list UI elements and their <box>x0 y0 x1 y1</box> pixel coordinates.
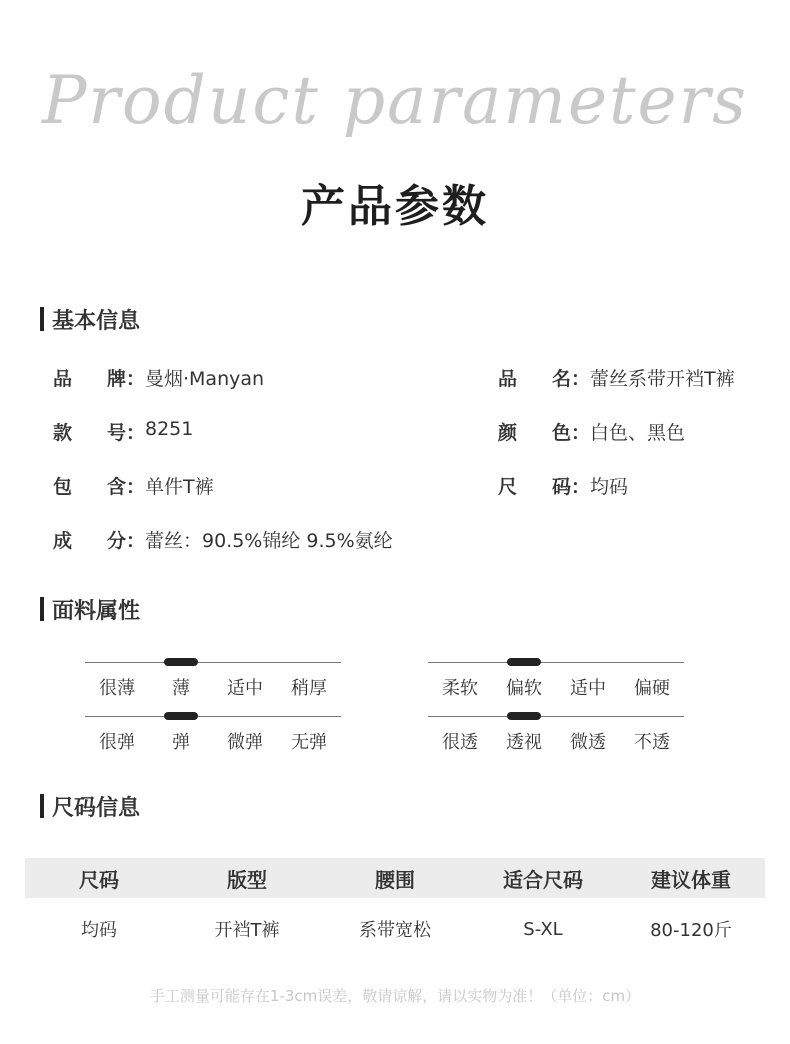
param-value: 单件T裤 <box>145 476 214 498</box>
param-label: 品 牌： <box>53 368 145 390</box>
section-heading-basic-info <box>40 306 140 332</box>
scale-option: 稍厚 <box>291 678 327 699</box>
param-value: 均码 <box>590 476 629 498</box>
param-value: 蕾丝系带开裆T裤 <box>590 368 735 390</box>
param-value: 白色、黑色 <box>590 422 686 444</box>
column-header: 版型 <box>227 867 267 892</box>
column-header: 适合尺码 <box>503 867 583 892</box>
table-header <box>25 858 765 898</box>
scale-option: 无弹 <box>291 732 327 753</box>
footer-note: 手工测量可能存在1-3cm误差，敬请谅解，请以实物为准！（单位：cm） <box>149 987 641 1005</box>
scale-line <box>85 716 341 717</box>
scale-line <box>428 662 684 663</box>
param-label: 颜 色： <box>498 422 590 444</box>
scale-option: 适中 <box>570 678 606 699</box>
table-cell: 均码 <box>81 920 117 941</box>
scale-option: 偏软 <box>506 678 542 699</box>
scale-marker <box>164 658 198 666</box>
param-label: 成 分： <box>53 530 145 552</box>
scale-option: 不透 <box>634 732 670 753</box>
scale-marker <box>164 712 198 720</box>
param-color <box>498 418 685 445</box>
section-heading-fabric <box>40 596 140 622</box>
scale-line <box>85 662 341 663</box>
column-header: 建议体重 <box>651 867 731 892</box>
param-label: 尺 码： <box>498 476 590 498</box>
scale-option: 薄 <box>172 678 190 699</box>
scale-option: 柔软 <box>442 678 478 699</box>
param-product-name <box>498 364 735 391</box>
param-label: 包 含： <box>53 476 145 498</box>
table-row <box>25 898 765 960</box>
scale-transparency <box>428 716 684 756</box>
param-composition <box>53 526 393 553</box>
scale-option: 很透 <box>442 732 478 753</box>
section-heading-text: 面料属性 <box>52 598 141 624</box>
param-value: 曼烟·Manyan <box>145 368 265 390</box>
param-includes <box>53 472 214 499</box>
script-title: Product parameters <box>41 62 749 139</box>
scale-marker <box>507 658 541 666</box>
scale-option: 弹 <box>172 732 190 753</box>
scale-elasticity <box>85 716 341 756</box>
param-brand <box>53 364 264 391</box>
table-cell: 80-120斤 <box>650 920 732 941</box>
section-heading-size-info <box>40 793 140 819</box>
heading-bar <box>40 794 44 818</box>
scale-marker <box>507 712 541 720</box>
scale-thickness <box>85 662 341 702</box>
scale-option: 很弹 <box>99 732 135 753</box>
heading-bar <box>40 597 44 621</box>
heading-bar <box>40 307 44 331</box>
param-value: 蕾丝：90.5%锦纶 9.5%氨纶 <box>145 530 393 552</box>
param-label: 款 号： <box>53 422 145 444</box>
scale-option: 很薄 <box>99 678 135 699</box>
page-title: 产品参数 <box>301 181 489 232</box>
scale-option: 微弹 <box>227 732 263 753</box>
param-model <box>53 418 193 445</box>
column-header: 尺码 <box>79 867 119 892</box>
scale-option: 微透 <box>570 732 606 753</box>
scale-option: 适中 <box>227 678 263 699</box>
section-heading-text: 尺码信息 <box>52 795 141 821</box>
table-cell: 开裆T裤 <box>214 920 280 941</box>
param-label: 品 名： <box>498 368 590 390</box>
scale-softness <box>428 662 684 702</box>
table-cell: 系带宽松 <box>359 920 431 941</box>
scale-option: 透视 <box>506 732 542 753</box>
param-value: 8251 <box>145 418 194 440</box>
column-header: 腰围 <box>375 867 415 892</box>
section-heading-text: 基本信息 <box>52 308 141 334</box>
table-cell: S-XL <box>523 918 563 940</box>
scale-option: 偏硬 <box>634 678 670 699</box>
param-size <box>498 472 628 499</box>
size-table <box>25 858 765 960</box>
scale-line <box>428 716 684 717</box>
